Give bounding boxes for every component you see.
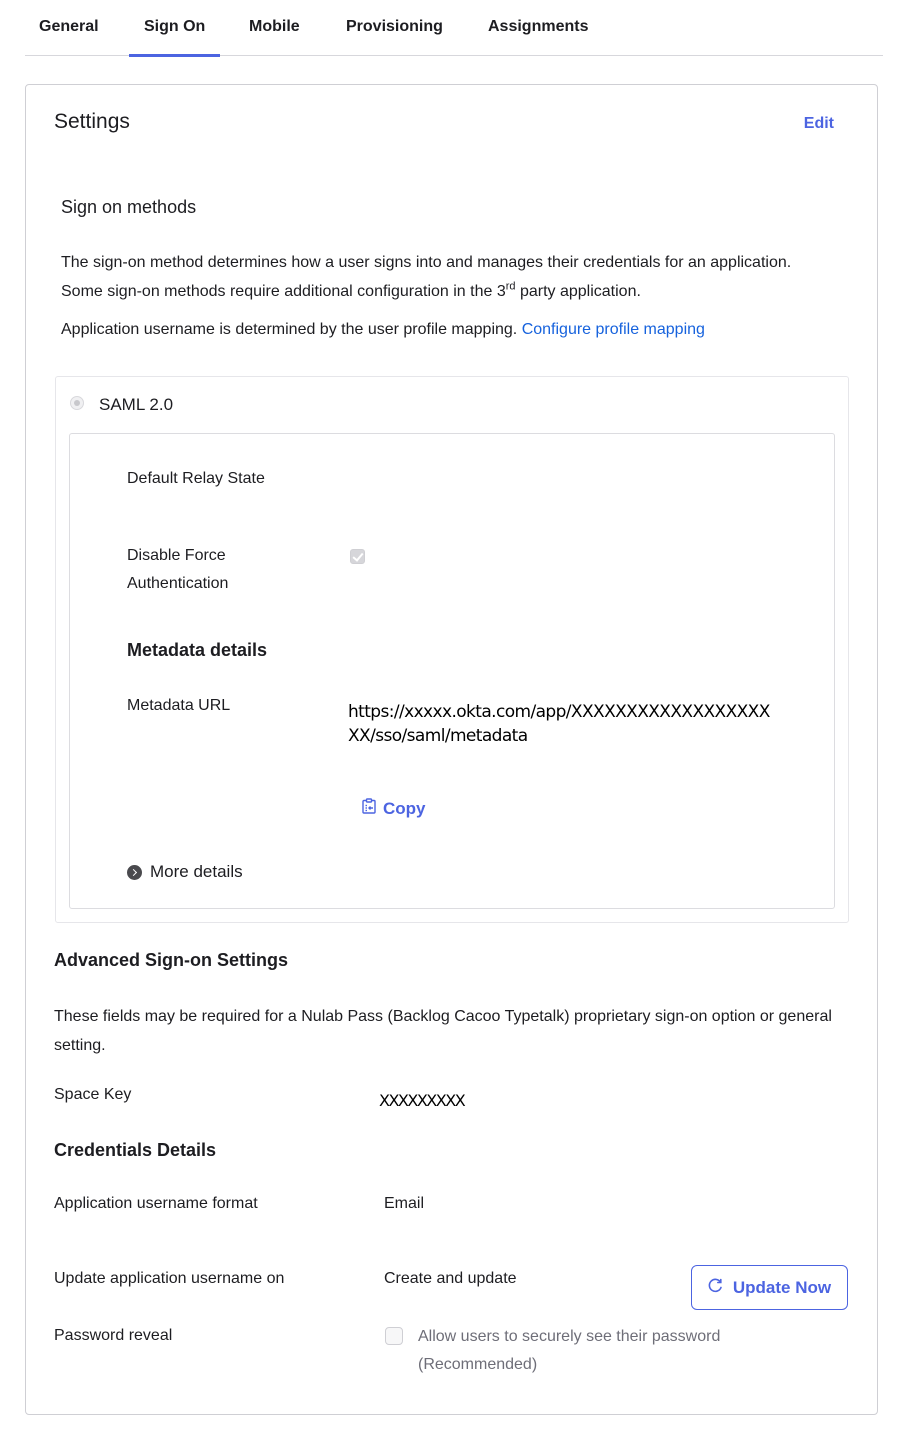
username-format-value: Email: [384, 1195, 425, 1212]
password-reveal-checkbox[interactable]: [385, 1327, 403, 1345]
settings-card: [25, 84, 878, 1415]
credentials-details-heading: Credentials Details: [54, 1140, 217, 1160]
more-details-label: More details: [150, 862, 243, 881]
copy-label: Copy: [383, 798, 426, 818]
tab-provisioning[interactable]: Provisioning: [346, 18, 443, 35]
settings-title: Settings: [54, 110, 130, 133]
advanced-settings-heading: Advanced Sign-on Settings: [54, 950, 289, 970]
space-key-value: XXXXXXXXX: [379, 1091, 465, 1110]
default-relay-state-label: Default Relay State: [127, 470, 265, 487]
configure-profile-mapping-link[interactable]: Configure profile mapping: [521, 321, 705, 338]
sign-on-methods-description: [61, 248, 831, 306]
profile-mapping-description: Application username is determined by the user profile mapping.: [61, 321, 522, 338]
more-details-toggle[interactable]: [127, 862, 243, 882]
edit-button[interactable]: Edit: [803, 115, 834, 132]
advanced-settings-description: These fields may be required for a Nulab Pass (Backlog Cacoo Typetalk) proprietary sign-on option or general setting.: [54, 1008, 832, 1054]
profile-mapping-text: [61, 321, 705, 339]
tab-mobile[interactable]: Mobile: [249, 18, 300, 35]
username-format-label: Application username format: [54, 1195, 258, 1212]
clipboard-icon: [362, 798, 376, 819]
chevron-right-circle-icon: [127, 865, 142, 880]
metadata-details-heading: Metadata details: [127, 640, 268, 660]
saml-method-box: [55, 376, 849, 923]
sign-on-methods-heading: Sign on methods: [61, 197, 197, 217]
tab-sign-on[interactable]: Sign On: [144, 18, 205, 56]
saml-radio[interactable]: [70, 396, 84, 410]
update-now-label: Update Now: [732, 1277, 832, 1297]
update-now-button[interactable]: [691, 1265, 848, 1310]
disable-force-auth-checkbox[interactable]: [350, 549, 365, 564]
saml-details-panel: [69, 433, 835, 909]
saml-label: SAML 2.0: [99, 395, 174, 414]
tab-general[interactable]: General: [39, 18, 99, 35]
space-key-label: Space Key: [54, 1086, 132, 1103]
disable-force-auth-label: Disable Force Authentication: [127, 547, 229, 592]
update-username-on-label: Update application username on: [54, 1270, 285, 1287]
tab-bar: [25, 0, 883, 56]
description-superscript: rd: [505, 280, 516, 293]
password-reveal-label: Password reveal: [54, 1327, 173, 1344]
description-text: The sign-on method determines how a user signs into and manages their credentials for an application. Some sign-on methods require additional configuration in the 3: [61, 254, 792, 300]
metadata-url-label: Metadata URL: [127, 697, 231, 714]
metadata-url-value: https://xxxxx.okta.com/app/XXXXXXXXXXXXXXXXXXXX/sso/saml/metadata: [348, 702, 770, 746]
update-username-on-value: Create and update: [384, 1270, 517, 1287]
tab-assignments[interactable]: Assignments: [488, 18, 589, 35]
copy-button[interactable]: [362, 798, 426, 819]
description-text-end: party application.: [515, 283, 641, 300]
refresh-icon: [708, 1278, 723, 1298]
password-reveal-text: Allow users to securely see their password (Recommended): [418, 1328, 721, 1373]
